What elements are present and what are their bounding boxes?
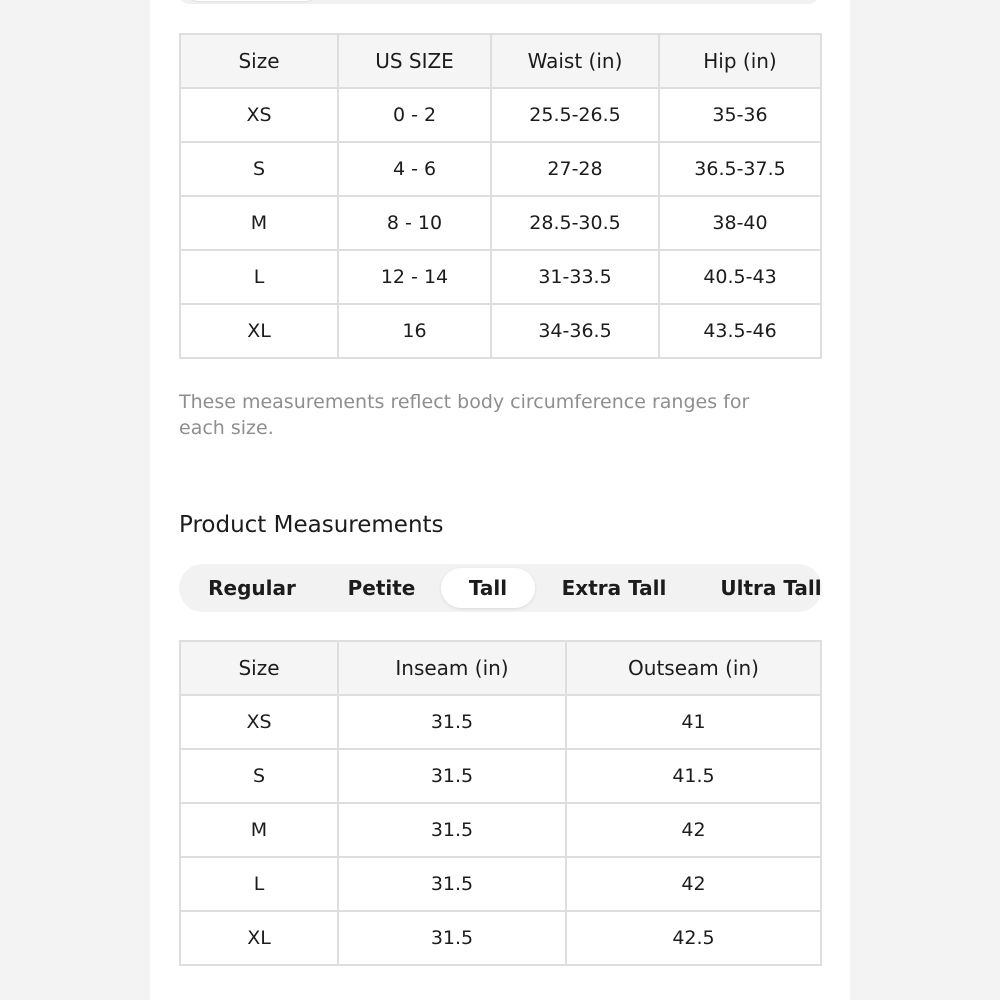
cell-waist: 31-33.5 (491, 250, 659, 304)
header-waist: Waist (in) (491, 34, 659, 88)
cell-inseam: 31.5 (338, 695, 566, 749)
cell-us-size: 16 (338, 304, 491, 358)
cell-us-size: 0 - 2 (338, 88, 491, 142)
cell-hip: 36.5-37.5 (659, 142, 821, 196)
table-row (180, 695, 821, 749)
header-us-size: US SIZE (338, 34, 491, 88)
cell-size: L (180, 250, 338, 304)
cell-inseam: 31.5 (338, 911, 566, 965)
tab-extra-tall[interactable]: Extra Tall (561, 576, 667, 600)
cell-hip: 38-40 (659, 196, 821, 250)
cell-outseam: 42 (566, 803, 821, 857)
cell-size: XL (180, 304, 338, 358)
header-outseam: Outseam (in) (566, 641, 821, 695)
table-header-row (180, 34, 821, 88)
cell-us-size: 8 - 10 (338, 196, 491, 250)
tab-petite[interactable]: Petite (347, 576, 416, 600)
tab-ultra-tall[interactable]: Ultra Tall (720, 576, 822, 600)
header-size: Size (180, 641, 338, 695)
table-row (180, 749, 821, 803)
cell-outseam: 41 (566, 695, 821, 749)
cell-size: L (180, 857, 338, 911)
table-row (180, 857, 821, 911)
table-row (180, 250, 821, 304)
cell-waist: 34-36.5 (491, 304, 659, 358)
table-row (180, 803, 821, 857)
cell-waist: 25.5-26.5 (491, 88, 659, 142)
top-tab-active[interactable] (188, 0, 316, 1)
body-measurements-table (179, 33, 822, 359)
cell-size: M (180, 803, 338, 857)
cell-size: S (180, 142, 338, 196)
cell-hip: 40.5-43 (659, 250, 821, 304)
cell-size: XL (180, 911, 338, 965)
cell-us-size: 12 - 14 (338, 250, 491, 304)
table-row (180, 88, 821, 142)
cell-waist: 28.5-30.5 (491, 196, 659, 250)
top-tab-bar (178, 0, 820, 4)
length-tab-bar (179, 564, 822, 612)
cell-outseam: 42.5 (566, 911, 821, 965)
header-inseam: Inseam (in) (338, 641, 566, 695)
cell-size: XS (180, 88, 338, 142)
cell-inseam: 31.5 (338, 749, 566, 803)
table-row (180, 142, 821, 196)
section-title: Product Measurements (179, 512, 444, 538)
cell-us-size: 4 - 6 (338, 142, 491, 196)
table-row (180, 911, 821, 965)
tab-tall[interactable]: Tall (441, 568, 535, 608)
cell-outseam: 42 (566, 857, 821, 911)
cell-waist: 27-28 (491, 142, 659, 196)
cell-size: M (180, 196, 338, 250)
cell-hip: 35-36 (659, 88, 821, 142)
product-measurements-table (179, 640, 822, 966)
cell-inseam: 31.5 (338, 857, 566, 911)
header-size: Size (180, 34, 338, 88)
tab-regular[interactable]: Regular (208, 576, 296, 600)
measurements-note: These measurements reflect body circumference ranges for each size. (179, 391, 750, 439)
cell-outseam: 41.5 (566, 749, 821, 803)
cell-size: S (180, 749, 338, 803)
header-hip: Hip (in) (659, 34, 821, 88)
table-row (180, 196, 821, 250)
table-header-row (180, 641, 821, 695)
cell-hip: 43.5-46 (659, 304, 821, 358)
table-row (180, 304, 821, 358)
cell-size: XS (180, 695, 338, 749)
cell-inseam: 31.5 (338, 803, 566, 857)
